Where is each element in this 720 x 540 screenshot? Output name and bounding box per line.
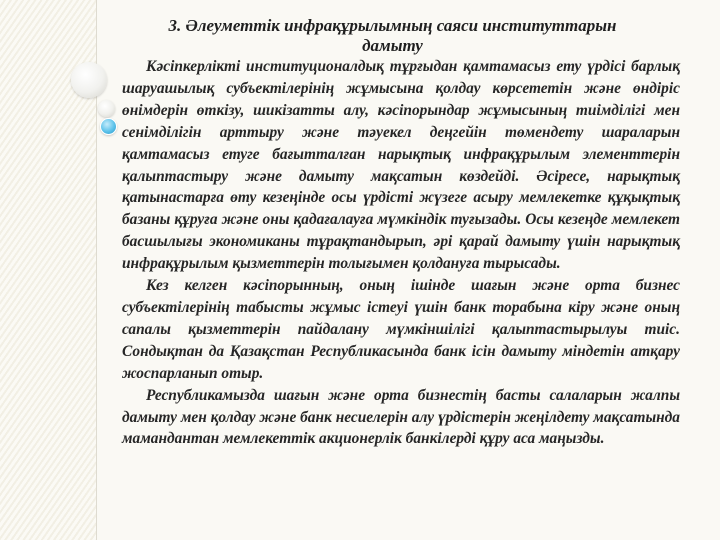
decorative-small-circle	[98, 100, 115, 117]
slide-body	[122, 56, 680, 450]
decorative-large-circle	[71, 62, 107, 98]
slide-title	[105, 16, 680, 56]
paragraph-3: Республикамызда шағын және орта бизнестің басты салаларын жалпы дамыту мен қолдау және банк несиелерін алу үрдістерін жеңілдету мақсатында мамандантан мемлекеттік акционерлік банкілерді құру аса маңызды.	[122, 386, 680, 448]
title-line-1: 3. Әлеуметтік инфрақұрылымның саяси институттарын	[168, 16, 617, 35]
paragraph-1: Кәсіпкерлікті институционалдық тұрғыдан қамтамасыз ету үрдісі барлық шаруашылық субъектілерінің жұмысына қолдау көрсететін және өндіріс өнімдерін өткізу, шикізатты алу, кәсіпорындар жұмысының тиімділігі мен сенімділігін арттыру және тәуекел деңгейін төмендету шараларын қамтамасыз етуге бағытталған нарықтық инфрақұрылым элементтерін қалыптастыру және дамыту мақсатын көздейді. Әсіресе, нарықтық қатынастарға өту кезеңінде осы үрдісті жүзеге асыру мемлекетке құқықтық базаны құруға және оны қадағалауға мүмкіндік туғызады. Осы кезеңде мемлекет басшылығы экономиканы тұрақтандырып, әрі қарай дамыту үшін нарықтық инфрақұрылым қызметтерін толығымен қолдануға тырысады.	[122, 58, 680, 273]
title-line-2: дамыту	[362, 36, 423, 55]
paragraph-2: Кез келген кәсіпорынның, оның ішінде шағын және орта бизнес субъектілерінің табысты жұмыс істеуі үшін банк торабына кіру және оның сапалы қызметтерін пайдалану мүмкіншілігі қалыптастырылуы тиіс. Сондықтан да Қазақстан Республикасында банк ісін дамыту міндетін атқару жоспарланып отыр.	[122, 277, 680, 382]
decorative-blue-circle	[100, 118, 117, 135]
